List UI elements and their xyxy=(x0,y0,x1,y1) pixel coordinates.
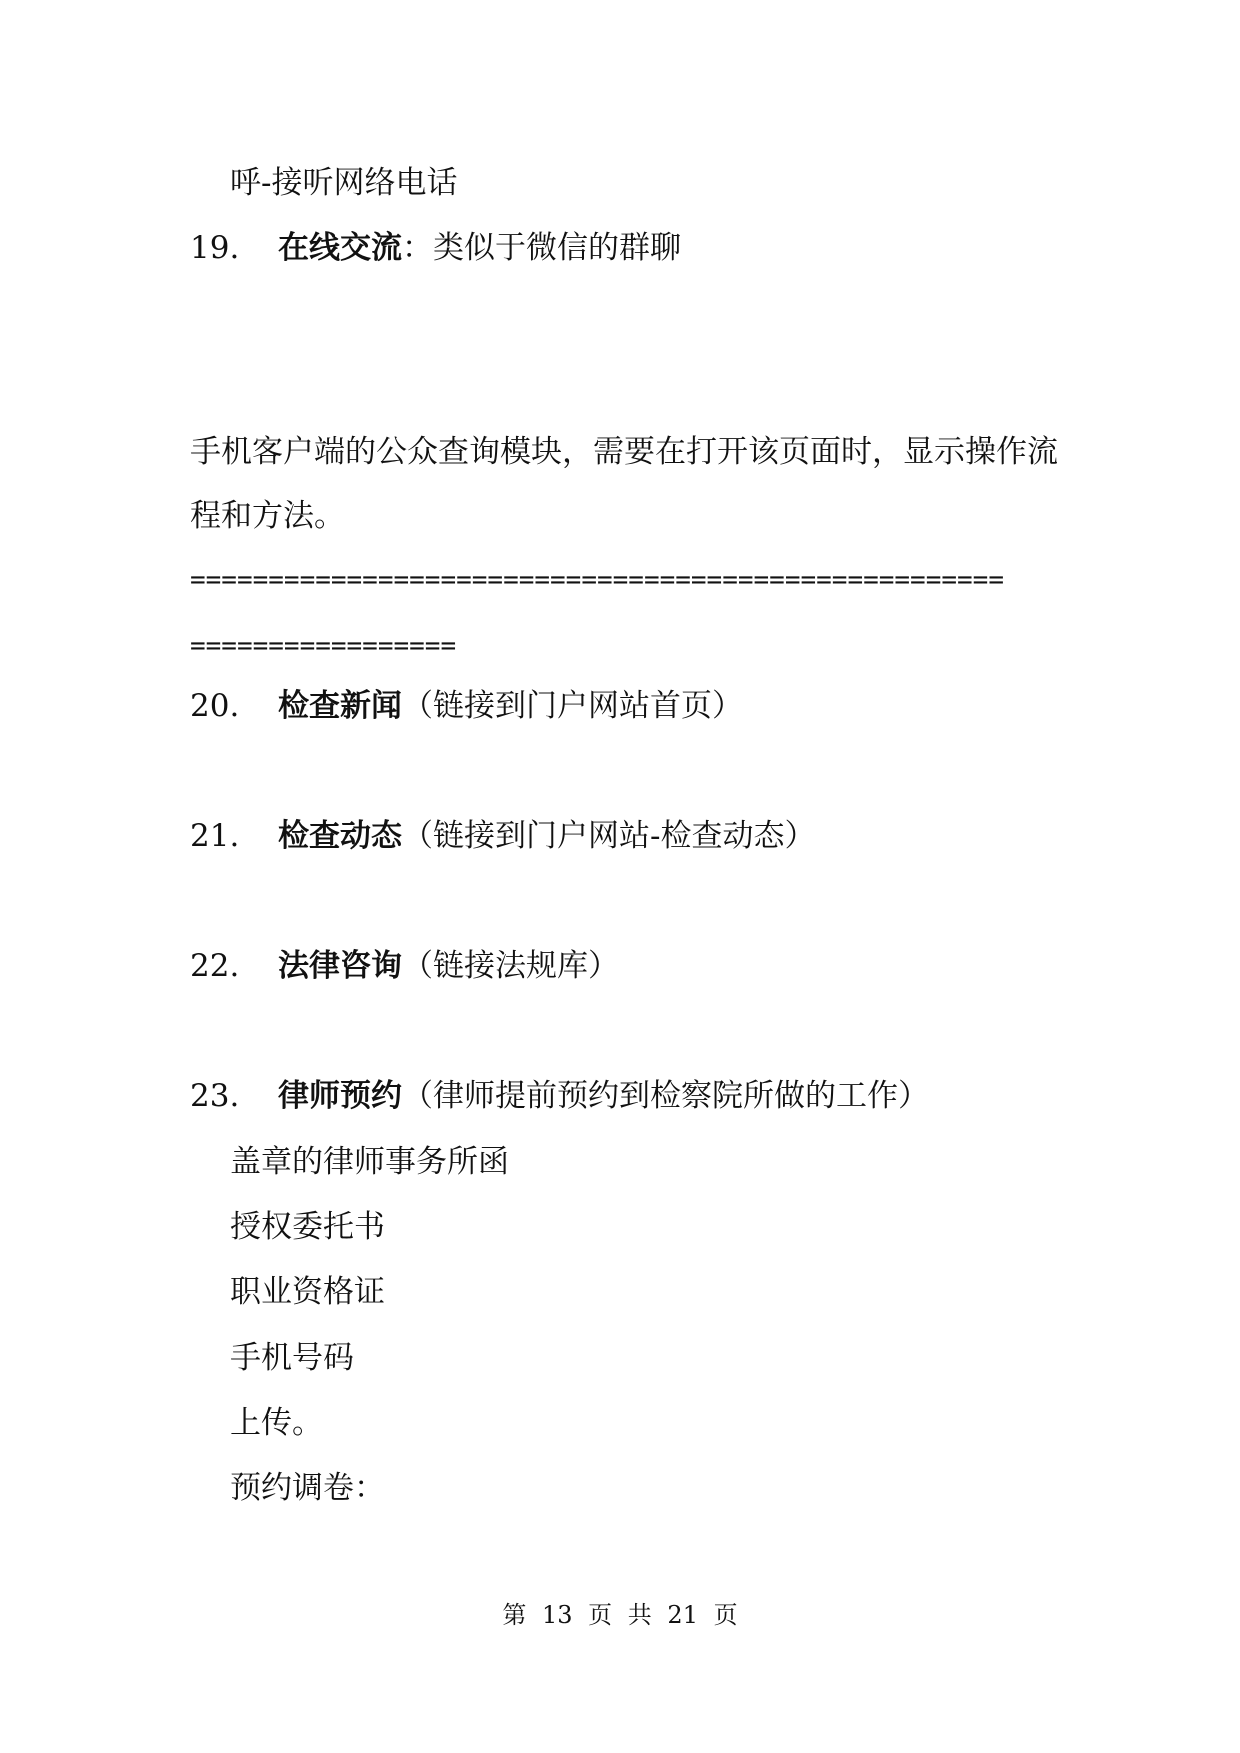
paragraph xyxy=(190,420,1070,548)
item-title: 检查新闻 xyxy=(278,688,402,724)
separator-text: ================= xyxy=(190,631,457,661)
sub-item-text: 盖章的律师事务所函 xyxy=(230,1144,509,1180)
item-title: 律师预约 xyxy=(278,1078,402,1114)
sub-item-text: 上传。 xyxy=(230,1405,323,1441)
sub-item xyxy=(230,1338,354,1378)
item-number: 23. xyxy=(190,1078,240,1114)
list-item-20 xyxy=(190,686,743,726)
item-text: ：类似于微信的群聊 xyxy=(402,230,681,266)
list-item-23 xyxy=(190,1076,929,1116)
list-item-22 xyxy=(190,946,619,986)
item-title: 法律咨询 xyxy=(278,948,402,984)
sub-item-text: 职业资格证 xyxy=(230,1274,385,1310)
paragraph-text: 手机客户端的公众查询模块，需要在打开该页面时，显示操作流程和方法。 xyxy=(190,434,1058,534)
item-number: 22. xyxy=(190,948,240,984)
separator-text: ==================================================== xyxy=(190,565,1004,595)
sub-item xyxy=(230,1403,323,1443)
item-number: 20. xyxy=(190,688,240,724)
item-title: 在线交流 xyxy=(278,230,402,266)
sub-item xyxy=(230,1142,509,1182)
item-text: （律师提前预约到检察院所做的工作） xyxy=(402,1078,929,1114)
item-title: 检查动态 xyxy=(278,818,402,854)
list-item-21 xyxy=(190,816,815,856)
item-number: 21. xyxy=(190,818,240,854)
text-line xyxy=(230,163,457,203)
sub-item-text: 手机号码 xyxy=(230,1340,354,1376)
line-text: 呼-接听网络电话 xyxy=(230,165,458,201)
item-number: 19. xyxy=(190,230,240,266)
sub-item-text: 预约调卷： xyxy=(230,1470,385,1506)
separator-line xyxy=(190,560,1004,600)
page-footer: 第 13 页 共 21 页 xyxy=(502,1601,738,1629)
sub-item xyxy=(230,1468,385,1508)
sub-item xyxy=(230,1207,385,1247)
item-text: （链接到门户网站-检查动态） xyxy=(402,818,816,854)
item-text: （链接到门户网站首页） xyxy=(402,688,743,724)
list-item-19 xyxy=(190,228,681,268)
sub-item-text: 授权委托书 xyxy=(230,1209,385,1245)
separator-line xyxy=(190,626,456,666)
sub-item xyxy=(230,1272,385,1312)
item-text: （链接法规库） xyxy=(402,948,619,984)
